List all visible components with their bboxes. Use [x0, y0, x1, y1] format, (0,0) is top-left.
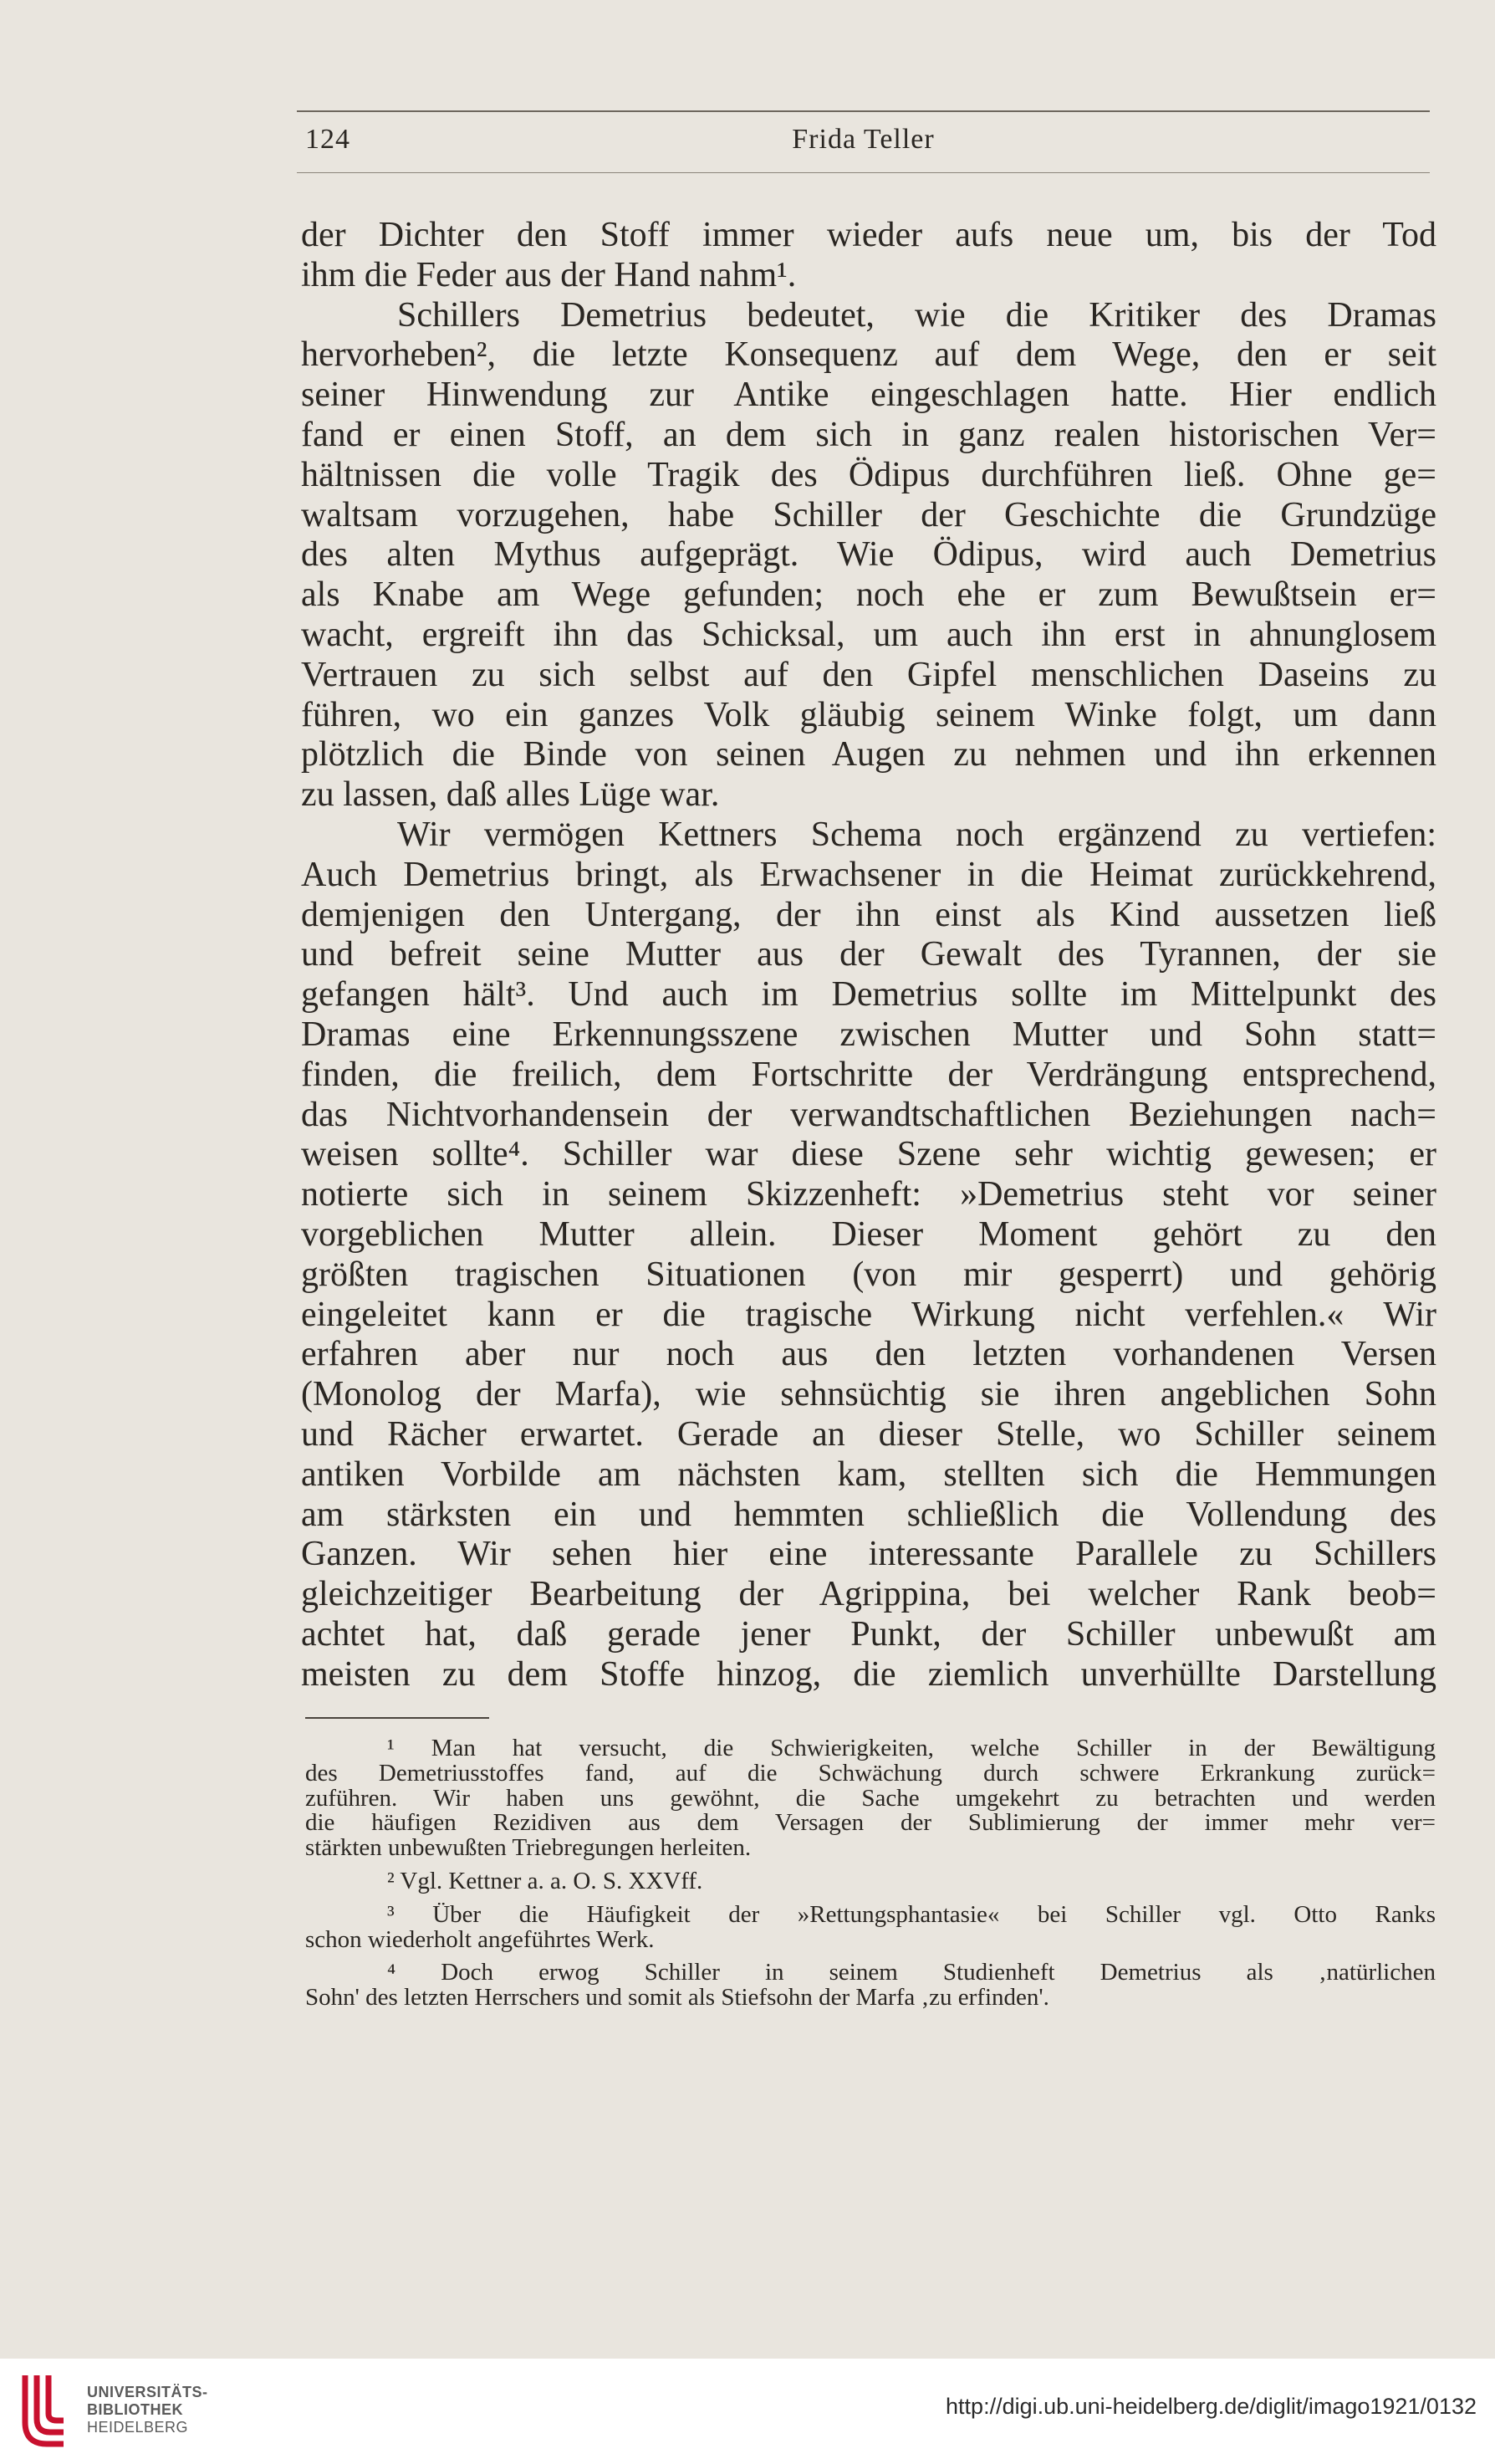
- body-line: notierte sich in seinem Skizzenheft: »Demetrius steht vor seiner: [301, 1175, 1436, 1214]
- footnote-line: des Demetriusstoffes fand, auf die Schwächung durch schwere Erkrankung zurück=: [305, 1761, 1436, 1787]
- library-name-line2: BIBLIOTHEK: [87, 2401, 183, 2418]
- body-line: fand er einen Stoff, an dem sich in ganz realen historischen Ver=: [301, 415, 1436, 454]
- body-line: als Knabe am Wege gefunden; noch ehe er zum Bewußtsein er=: [301, 575, 1436, 615]
- body-line: und befreit seine Mutter aus der Gewalt des Tyrannen, der sie: [301, 935, 1436, 974]
- footnote-gap: [305, 1952, 1436, 1960]
- body-line: vorgeblichen Mutter allein. Dieser Moment gehört zu den: [301, 1214, 1436, 1254]
- footnote-gap: [305, 1861, 1436, 1869]
- footnotes: [305, 1736, 1436, 2011]
- footnote-line: die häufigen Rezidiven aus dem Versagen der Sublimierung der immer mehr ver=: [305, 1811, 1436, 1837]
- footnote-rule: [305, 1717, 489, 1719]
- body-line: Ganzen. Wir sehen hier eine interessante Parallele zu Schillers: [301, 1535, 1436, 1574]
- body-line: seiner Hinwendung zur Antike eingeschlagen hatte. Hier endlich: [301, 376, 1436, 415]
- body-line: am stärksten ein und hemmten schließlich die Vollendung des: [301, 1495, 1436, 1534]
- body-line: eingeleitet kann er die tragische Wirkung nicht verfehlen.« Wir: [301, 1295, 1436, 1334]
- body-line: finden, die freilich, dem Fortschritte der Verdrängung entsprechend,: [301, 1055, 1436, 1094]
- footnote-line: stärkten unbewußten Triebregungen herleiten.: [305, 1836, 752, 1861]
- footnote-line: ³ Über die Häufigkeit der »Rettungsphantasie« bei Schiller vgl. Otto Ranks: [387, 1902, 1436, 1928]
- body-line: Dramas eine Erkennungsszene zwischen Mutter und Sohn statt=: [301, 1015, 1436, 1054]
- body-line: und Rächer erwartet. Gerade an dieser Stelle, wo Schiller seinem: [301, 1414, 1436, 1454]
- footnote-line: schon wiederholt angeführtes Werk.: [305, 1927, 655, 1953]
- body-line: demjenigen den Untergang, der ihn einst als Kind aussetzen ließ: [301, 895, 1436, 934]
- header-rule-top: [297, 110, 1430, 112]
- body-line: der Dichter den Stoff immer wieder aufs neue um, bis der Tod: [301, 216, 1436, 254]
- body-line: waltsam vorzugehen, habe Schiller der Geschichte die Grundzüge: [301, 495, 1436, 534]
- body-line: wacht, ergreift ihn das Schicksal, um auch ihn erst in ahnunglosem: [301, 615, 1436, 654]
- source-url[interactable]: http://digi.ub.uni-heidelberg.de/diglit/imago1921/0132: [946, 2394, 1477, 2419]
- body-line: antiken Vorbilde am nächsten kam, stellten sich die Hemmungen: [301, 1454, 1436, 1494]
- footnote-line: Sohn' des letzten Herrschers und somit als Stiefsohn der Marfa ‚zu erfinden'.: [305, 1986, 1049, 2011]
- body-line: hältnissen die volle Tragik des Ödipus durchführen ließ. Ohne ge=: [301, 455, 1436, 494]
- library-name-line1: UNIVERSITÄTS-: [87, 2384, 208, 2400]
- digitization-footer: [0, 2359, 1495, 2464]
- running-header: [297, 124, 1430, 162]
- body-line: größten tragischen Situationen (von mir gesperrt) und gehörig: [301, 1255, 1436, 1294]
- body-line: (Monolog der Marfa), wie sehnsüchtig sie ihren angeblichen Sohn: [301, 1375, 1436, 1414]
- body-line: führen, wo ein ganzes Volk gläubig seinem Winke folgt, um dann: [301, 695, 1436, 734]
- body-line: Vertrauen zu sich selbst auf den Gipfel menschlichen Daseins zu: [301, 655, 1436, 694]
- body-line: achtet hat, daß gerade jener Punkt, der Schiller unbewußt am: [301, 1614, 1436, 1654]
- body-line: zu lassen, daß alles Lüge war.: [301, 775, 720, 815]
- library-name: [87, 2384, 208, 2436]
- footnote-gap: [305, 1894, 1436, 1903]
- body-line: hervorheben², die letzte Konsequenz auf dem Wege, den er seit: [301, 335, 1436, 375]
- footnote-line: ⁴ Doch erwog Schiller in seinem Studienheft Demetrius als ‚natürlichen: [387, 1960, 1436, 1986]
- body-line: erfahren aber nur noch aus den letzten vorhandenen Versen: [301, 1335, 1436, 1374]
- body-line: gleichzeitiger Bearbeitung der Agrippina, bei welcher Rank beob=: [301, 1575, 1436, 1614]
- footnote-line: ² Vgl. Kettner a. a. O. S. XXVff.: [387, 1868, 703, 1894]
- body-line: das Nichtvorhandensein der verwandtschaftlichen Beziehungen nach=: [301, 1095, 1436, 1134]
- footnote-line: ¹ Man hat versucht, die Schwierigkeiten, welche Schiller in der Bewältigung: [387, 1736, 1436, 1761]
- body-line: Auch Demetrius bringt, als Erwachsener in die Heimat zurückkehrend,: [301, 855, 1436, 894]
- body-line: weisen sollte⁴. Schiller war diese Szene sehr wichtig gewesen; er: [301, 1135, 1436, 1174]
- library-name-line3: HEIDELBERG: [87, 2419, 189, 2436]
- body-line: meisten zu dem Stoffe hinzog, die ziemlich unverhüllte Darstellung: [301, 1654, 1436, 1694]
- body-line: gefangen hält³. Und auch im Demetrius sollte im Mittelpunkt des: [301, 975, 1436, 1015]
- running-title: Frida Teller: [792, 124, 935, 155]
- page-number: 124: [305, 124, 350, 155]
- body-line: ihm die Feder aus der Hand nahm¹.: [301, 255, 797, 294]
- body-line: Wir vermögen Kettners Schema noch ergänzend zu vertiefen:: [397, 815, 1436, 854]
- ub-heidelberg-logo-icon: [18, 2372, 70, 2449]
- body-line: des alten Mythus aufgeprägt. Wie Ödipus, wird auch Demetrius: [301, 535, 1436, 575]
- body-text: [301, 216, 1436, 1695]
- footnote-line: zuführen. Wir haben uns gewöhnt, die Sache umgekehrt zu betrachten und werden: [305, 1786, 1436, 1812]
- header-rule-bottom: [297, 172, 1430, 173]
- body-line: Schillers Demetrius bedeutet, wie die Kritiker des Dramas: [397, 295, 1436, 335]
- body-line: plötzlich die Binde von seinen Augen zu nehmen und ihn erkennen: [301, 735, 1436, 774]
